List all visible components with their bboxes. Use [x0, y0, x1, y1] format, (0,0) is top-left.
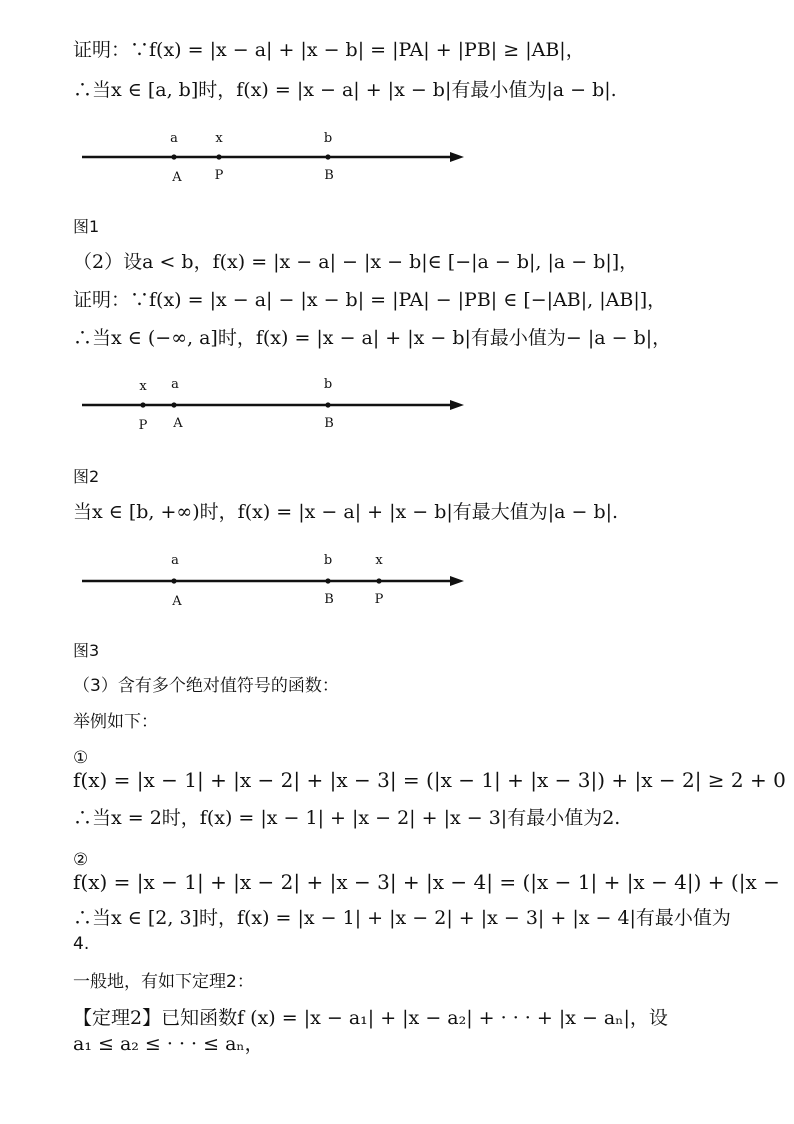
general-statement: 一般地，有如下定理2：	[73, 972, 254, 992]
label-top: x	[215, 131, 223, 146]
label-top: a	[171, 553, 179, 568]
examples-heading: 举例如下：	[73, 712, 158, 732]
label-bottom: A	[172, 170, 182, 185]
label-bottom: B	[324, 168, 334, 183]
point-b-dot	[325, 402, 330, 407]
figure-caption-3: 图3	[73, 641, 100, 660]
point-b-dot	[325, 578, 330, 583]
proof-line-1: 证明：∵f(x) = |x − a| + |x − b| = |PA| + |PB| ≥ |AB|，	[73, 39, 585, 61]
label-bottom: A	[172, 594, 182, 609]
label-top: b	[323, 553, 333, 568]
example-2-conclusion: ∴当x ∈ [2, 3]时，f(x) = |x − 1| + |x − 2| + |x − 3| + |x − 4|有最小值为	[73, 907, 731, 929]
max-value-line: 当x ∈ [b, +∞)时，f(x) = |x − a| + |x − b|有最大值为|a − b|.	[73, 501, 619, 523]
figure-caption-1: 图1	[73, 217, 100, 236]
proof-line-2: 证明：∵f(x) = |x − a| − |x − b| = |PA| − |PB| ∈ [−|AB|, |AB|]，	[73, 289, 667, 311]
label-bottom: A	[173, 416, 183, 431]
point-x-dot	[216, 154, 221, 159]
number-line-1	[80, 126, 480, 186]
label-top: a	[170, 131, 178, 146]
label-top: b	[323, 377, 333, 392]
number-line-3	[80, 550, 480, 610]
arrow-right-icon	[450, 152, 464, 162]
label-bottom: B	[324, 592, 334, 607]
part-3-heading: （3）含有多个绝对值符号的函数：	[73, 676, 339, 696]
point-a-dot	[171, 402, 176, 407]
label-top: b	[323, 131, 333, 146]
conclusion-line-1: ∴当x ∈ [a, b]时，f(x) = |x − a| + |x − b|有最小值为|a − b|.	[73, 79, 617, 101]
number-line-figure-2	[80, 374, 480, 438]
example-marker-1: ①	[73, 748, 89, 768]
part-2-statement: （2）设a < b，f(x) = |x − a| − |x − b|∈ [−|a − b|, |a − b|]，	[73, 251, 639, 273]
point-x-dot	[376, 578, 381, 583]
theorem-2-line-1: 【定理2】已知函数f (x) = |x − a₁| + |x − a₂| + · · · + |x − aₙ|，设	[73, 1007, 668, 1029]
example-1-equation: f(x) = |x − 1| + |x − 2| + |x − 3| = (|x − 1| + |x − 3|) + |x − 2| ≥ 2 + 0	[73, 768, 786, 792]
figure-caption-2: 图2	[73, 467, 100, 486]
example-1-conclusion: ∴当x = 2时，f(x) = |x − 1| + |x − 2| + |x − 3|有最小值为2.	[73, 807, 621, 829]
theorem-2-line-2: a₁ ≤ a₂ ≤ · · · ≤ aₙ，	[73, 1033, 264, 1055]
arrow-right-icon	[450, 576, 464, 586]
point-a-dot	[171, 578, 176, 583]
label-top: x	[375, 553, 383, 568]
label-bottom: P	[138, 418, 148, 433]
example-2-equation: f(x) = |x − 1| + |x − 2| + |x − 3| + |x − 4| = (|x − 1| + |x − 4|) + (|x −	[73, 870, 780, 894]
label-bottom: B	[324, 416, 334, 431]
conclusion-line-2: ∴当x ∈ (−∞, a]时，f(x) = |x − a| + |x − b|有最小值为− |a − b|，	[73, 327, 672, 349]
number-line-figure-3	[80, 550, 480, 614]
number-line-figure-1	[80, 126, 480, 190]
label-top: a	[171, 377, 179, 392]
point-x-dot	[140, 402, 145, 407]
label-top: x	[139, 379, 147, 394]
example-marker-2: ②	[73, 850, 89, 870]
point-a-dot	[171, 154, 176, 159]
label-bottom: P	[374, 592, 384, 607]
example-2-result: 4.	[73, 934, 90, 954]
arrow-right-icon	[450, 400, 464, 410]
number-line-2	[80, 374, 480, 434]
label-bottom: P	[214, 168, 224, 183]
point-b-dot	[325, 154, 330, 159]
